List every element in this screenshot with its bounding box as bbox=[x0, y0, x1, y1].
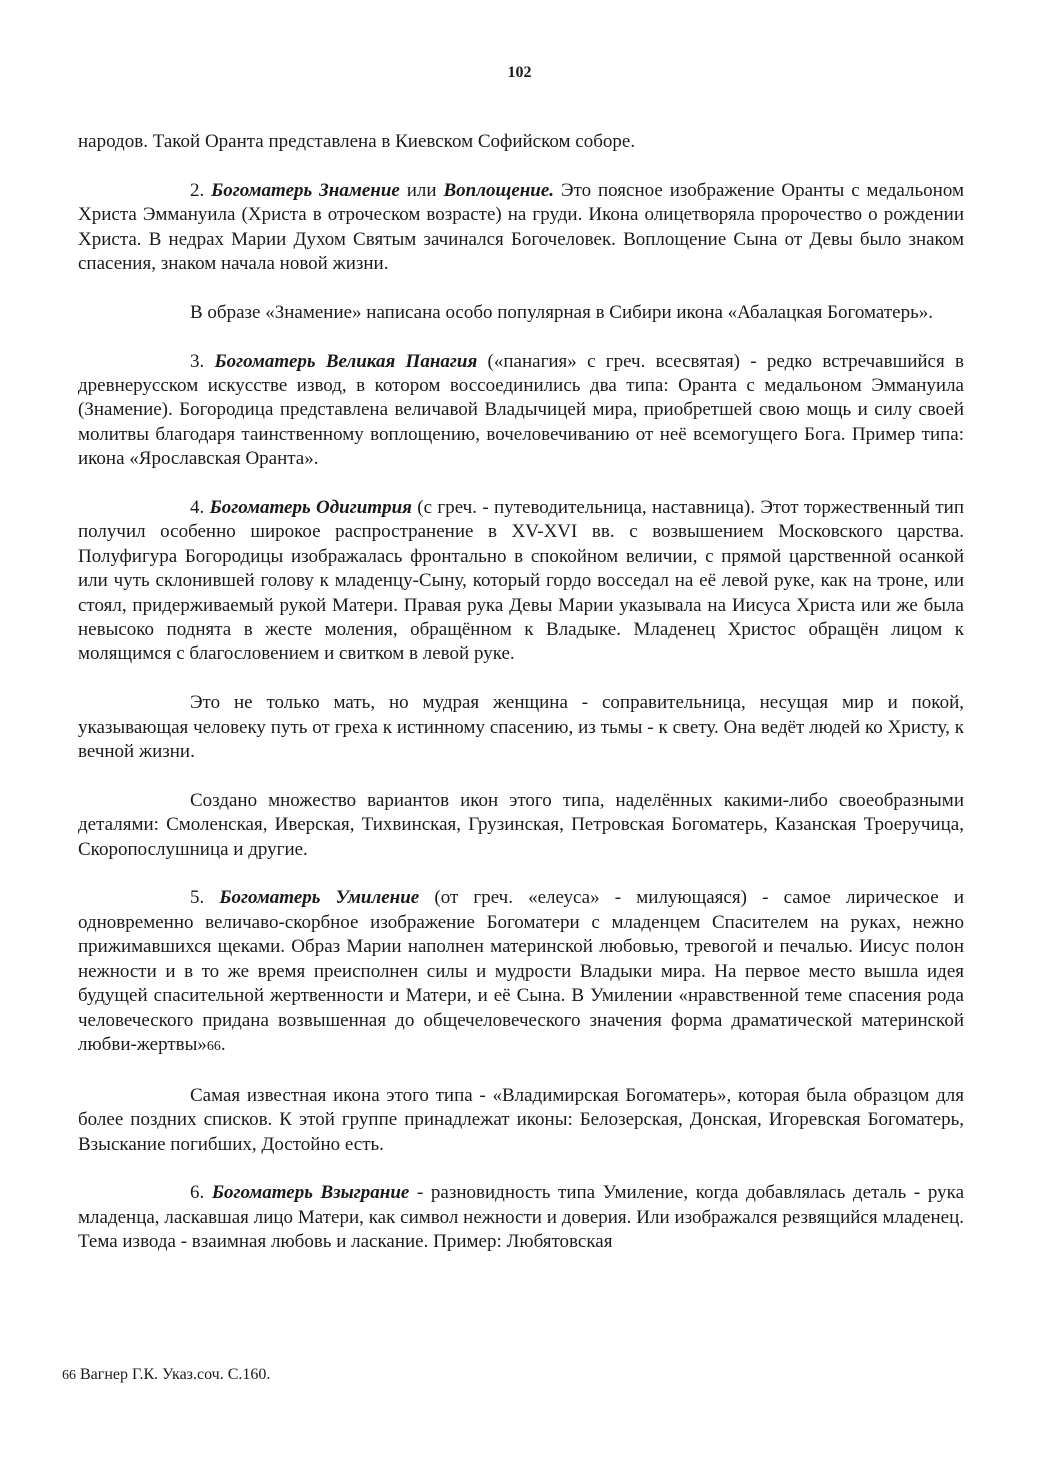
item-number: 2. bbox=[190, 179, 212, 201]
paragraph-text: - разновидность типа Умиление, когда добавлялась деталь - рука младенца, ласкавшая лицо Матери, как символ нежности и доверия. Или изображался резвящийся младенец. Тема извода - взаимная любовь и ласкание. Пример: Любятовская bbox=[78, 1182, 965, 1253]
paragraph-text: («панагия» с греч. всесвятая) - редко встречавшийся в древнерусском искусстве извод, в котором воссоединились два типа: Оранта с медальоном Эммануила (Знамение). Богородица представлена величавой Владычицей мира, приобретшей свою мощь и силу своей молитвы благодаря таинственному воплощению, вочеловечиванию от неё всемогущего Бога. Пример типа: икона «Ярославская Оранта». bbox=[78, 350, 964, 470]
term-znamenie: Богоматерь Знамение bbox=[211, 179, 400, 201]
paragraph-abalatskaya bbox=[78, 301, 964, 325]
item-number: 4. bbox=[190, 497, 210, 519]
term-voploshchenie: Воплощение. bbox=[443, 179, 555, 201]
connector-text: или bbox=[399, 179, 444, 201]
paragraph-vladimirskaya bbox=[78, 1084, 964, 1157]
paragraph-panagia bbox=[78, 350, 964, 472]
footnote-reference[interactable]: 66 bbox=[206, 1038, 221, 1054]
footnote-text: Вагнер Г.К. Указ.соч. С.160. bbox=[76, 1366, 271, 1383]
paragraph-end: . bbox=[220, 1033, 226, 1055]
paragraph-text: (с греч. - путеводительница, наставница). Этот торжественный тип получил особенно широкое распространение в XV-XVI вв. с возвышением Московского царства. Полуфигура Богородицы изображалась фронтально в спокойном величии, с прямой царственной осанкой или чуть склонившей голову к младенцу-Сыну, который гордо восседал на её левой руке, как на троне, или стоял, придерживаемый рукой Матери. Правая рука Девы Марии указывала на Иисуса Христа или же была невысоко поднята в жесте моления, обращённом к Владыке. Младенец Христос обращён лицом к молящимся с благословением и свитком в левой руке. bbox=[78, 497, 964, 665]
item-number: 3. bbox=[190, 350, 215, 372]
footnote bbox=[62, 1366, 270, 1384]
paragraph-text: Это не только мать, но мудрая женщина - соправительница, несущая мир и покой, указывающая человеку путь от греха к истинному спасению, из тьмы - к свету. Она ведёт людей ко Христу, к вечной жизни. bbox=[78, 692, 964, 763]
paragraph-continuation bbox=[78, 130, 964, 154]
paragraph-text: Это поясное изображение Оранты с медальоном Христа Эммануила (Христа в отроческом возрасте) на груди. Икона олицетворяла пророчество о рождении Христа. В недрах Марии Духом Святым зачинался Богочеловек. Воплощение Сына от Девы было знаком спасения, знаком начала новой жизни. bbox=[78, 179, 965, 275]
paragraph-text: народов. Такой Оранта представлена в Киевском Софийском соборе. bbox=[78, 131, 636, 152]
page-number: 102 bbox=[507, 64, 532, 81]
term-umilenie: Богоматерь Умиление bbox=[219, 887, 420, 909]
paragraph-wise-woman bbox=[78, 691, 964, 764]
paragraph-vzygranie bbox=[78, 1181, 964, 1254]
term-odigitria: Богоматерь Одигитрия bbox=[209, 497, 412, 519]
paragraph-text: Создано множество вариантов икон этого типа, наделённых какими-либо своеобразными деталями: Смоленская, Иверская, Тихвинская, Грузинская, Петровская Богоматерь, Казанская Троеручица, Скоропослушница и другие. bbox=[78, 789, 964, 860]
main-text bbox=[78, 130, 964, 1255]
paragraph-umilenie bbox=[78, 886, 964, 1059]
paragraph-text: (от греч. «елеуса» - милующаяся) - самое лирическое и одновременно величаво-скорбное изображение Богоматери с младенцем Спасителем на руках, нежно прижимавшихся щеками. Образ Марии наполнен материнской любовью, тревогой и печалью. Иисус полон нежности и в то же время преисполнен силы и мудрости Владыки мира. На первое место вышла идея будущей спасительной жертвенности и Матери, и её Сына. В Умилении «нравственной теме спасения рода человеческого придана возвышенная до общечеловеческого значения форма драматической материнской любви-жертвы» bbox=[78, 887, 964, 1055]
term-vzygranie: Богоматерь Взыграние bbox=[211, 1182, 410, 1204]
footnote-number: 66 bbox=[62, 1368, 76, 1383]
paragraph-variants bbox=[78, 789, 964, 862]
paragraph-odigitria bbox=[78, 496, 964, 667]
item-number: 6. bbox=[190, 1182, 212, 1204]
paragraph-text: Самая известная икона этого типа - «Владимирская Богоматерь», которая была образцом для более поздних списков. К этой группе принадлежат иконы: Белозерская, Донская, Игоревская Богоматерь, Взыскание погибших, Достойно есть. bbox=[78, 1084, 964, 1155]
item-number: 5. bbox=[190, 887, 220, 909]
paragraph-text: В образе «Знамение» написана особо популярная в Сибири икона «Абалацкая Богоматерь». bbox=[190, 301, 934, 323]
term-panagia: Богоматерь Великая Панагия bbox=[214, 350, 478, 372]
paragraph-znamenie bbox=[78, 179, 964, 277]
